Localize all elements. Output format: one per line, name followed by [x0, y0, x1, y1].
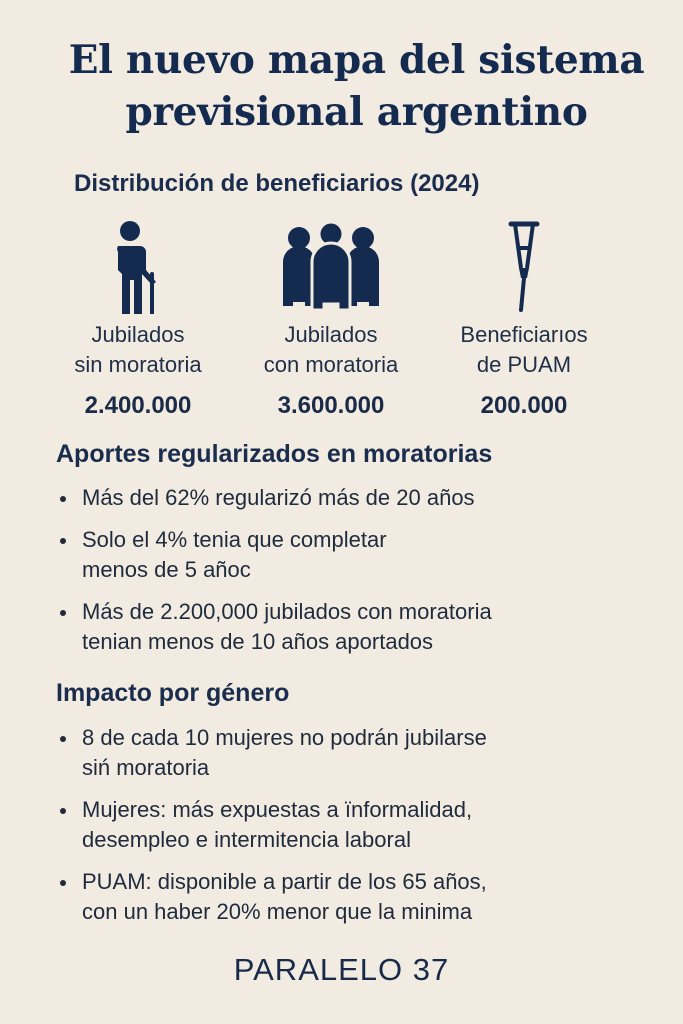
list-item: [56, 597, 646, 657]
page-title: [0, 34, 683, 138]
stat-label-line-1: Jubilados: [91, 322, 185, 347]
stat-beneficiarios-puam: [424, 212, 624, 420]
list-item: [56, 867, 646, 927]
stat-jubilados-sin-moratoria: [38, 212, 238, 420]
stat-label-line-2: de PUAM: [476, 352, 572, 377]
list-item-line-2: con un haber 20% menor que la minima: [82, 899, 473, 924]
stat-label-line-1: Jubilados: [284, 322, 378, 347]
section-heading-aportes: Aportes regularizados en moratorias: [56, 440, 493, 468]
section-subtitle-distribution: Distribución de beneficiarios (2024): [74, 170, 480, 197]
list-item-line-2: menos de 5 añoc: [82, 557, 251, 582]
list-item: [56, 525, 646, 585]
stat-label-line-2: sin moratoria: [74, 352, 202, 377]
list-item-line-1: 8 de cada 10 mujeres no podrán jubilarse: [82, 725, 487, 750]
title-line-2: previsional argentino: [125, 89, 588, 135]
stat-label-line-2: con moratoria: [263, 352, 399, 377]
list-item-line-2: siń moratoria: [82, 755, 210, 780]
brand-logo-text: PARALELO 37: [233, 952, 450, 987]
section-heading-genero: Impacto por género: [56, 679, 290, 707]
list-item: [56, 723, 646, 783]
stat-value: 200.000: [480, 392, 568, 419]
elderly-person-cane-icon: [38, 212, 238, 314]
title-line-1: El nuevo mapa del sistema: [68, 37, 645, 83]
genero-list: [56, 723, 646, 939]
stat-value: 2.400.000: [84, 392, 192, 419]
list-item-line-1: PUAM: disponible a partir de los 65 años,: [82, 869, 487, 894]
list-item-line-1: Más del 62% regularizó más de 20 años: [82, 485, 475, 510]
beneficiaries-stats: [0, 212, 683, 422]
list-item-line-1: Solo el 4% tenia que completar: [82, 527, 387, 552]
list-item: [56, 483, 646, 513]
list-item: [56, 795, 646, 855]
crutch-icon: [424, 212, 624, 314]
stat-label-line-1: Beneficiarıos: [460, 322, 588, 347]
list-item-line-1: Más de 2.200,000 jubilados con moratoria: [82, 599, 492, 624]
list-item-line-2: tenian menos de 10 años aportados: [82, 629, 434, 654]
aportes-list: [56, 483, 646, 669]
stat-jubilados-con-moratoria: [231, 212, 431, 420]
group-people-icon: [231, 212, 431, 314]
stat-value: 3.600.000: [277, 392, 385, 419]
list-item-line-2: desempleo e intermitencia laboral: [82, 827, 411, 852]
list-item-line-1: Mujeres: más expuestas a ïnformalidad,: [82, 797, 473, 822]
